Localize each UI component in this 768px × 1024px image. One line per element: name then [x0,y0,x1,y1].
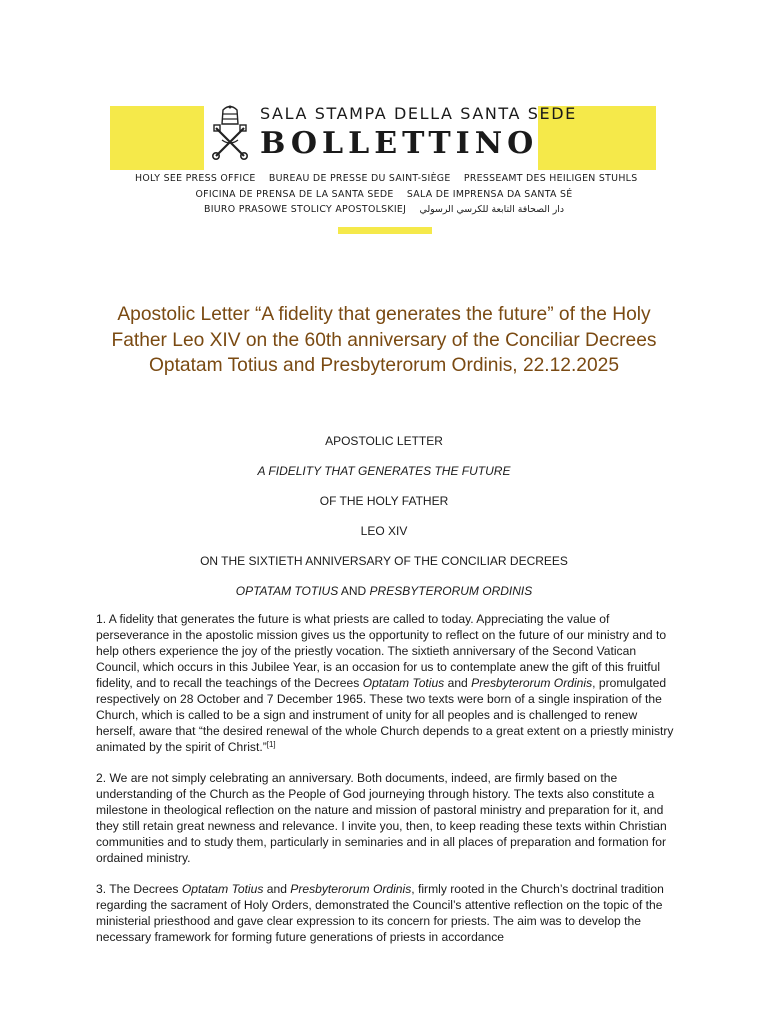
press-office-line-3 [130,202,638,218]
document-title: Apostolic Letter “A fidelity that generates the future” of the Holy Father Leo XIV on the 60th anniversary of the Conciliar Decrees Optatam Totius and Presbyterorum Ordinis, 22.12.2025 [111,304,657,376]
paragraph-text: and [444,676,472,690]
paragraph-text: 1. A fidelity that generates the future is what priests are called to today. Appreciating the value of perseverance in the apostolic mission gives us the opportunity to reflect on the future of our ministry and to help others experience the joy of the priestly vocation. The sixtieth anniversary of the Second Vatican Council, which occurs in this Jubilee Year, is an occasion for us to contemplate anew the gift of this fruitful fidelity, and to recall the teachings of the Decrees [96,612,667,690]
press-office-name: BUREAU DE PRESSE DU SAINT-SIÈGE [268,173,451,184]
press-office-names [130,171,638,218]
heading-letter-title [96,463,672,493]
heading-pope-name: LEO XIV [360,524,408,538]
heading-anniversary: ON THE SIXTIETH ANNIVERSARY OF THE CONCILIAR DECREES [200,554,568,568]
press-office-name: OFICINA DE PRENSA DE LA SANTA SEDE [195,188,394,200]
paragraph-3 [96,881,676,945]
decree-name: OPTATAM TOTIUS [235,584,339,598]
letter-headings [96,433,672,613]
decree-name: Presbyterorum Ordinis [290,882,412,896]
paragraph-2: 2. We are not simply celebrating an anniversary. Both documents, indeed, are firmly based on the understanding of the Church as the People of God journeying through history. The texts also constitute a milestone in theological reflection on the nature and mission of pastoral ministry and preparation for it, and they still retain great newness and relevance. I invite you, then, to keep reading these texts within Christian communities and to study them, particularly in seminaries and in all places of preparation and formation for ordained ministry. [96,771,667,865]
press-office-name: HOLY SEE PRESS OFFICE [135,173,256,184]
paragraph-1 [96,611,676,755]
press-office-name: دار الصحافة التابعة للكرسي الرسولي [419,204,565,215]
paragraph-text: and [263,882,291,896]
press-office-name: SALA DE IMPRENSA DA SANTA SÉ [406,188,573,200]
paragraph-text: 3. The Decrees [96,882,182,896]
letter-body [96,611,676,960]
decree-name: Presbyterorum Ordinis [471,676,593,690]
decree-name: PRESBYTERORUM ORDINIS [369,584,533,598]
press-office-line-1 [130,171,638,187]
paragraph-text: , firmly rooted in the Church’s doctrinal tradition regarding the sacrament of Holy Orders, demonstrated the Council’s attentive reflection on the topic of the ministerial priesthood and gave clear expression to its concern for priests. The aim was to develop the necessary framework for forming future generations of priests in accordance [96,882,664,944]
heading-apostolic-letter: APOSTOLIC LETTER [325,434,443,448]
sala-stampa-label: SALA STAMPA DELLA SANTA SEDE [260,104,577,123]
heading-letter-title-text: A FIDELITY THAT GENERATES THE FUTURE [257,464,511,478]
masthead-yellow-bar-left [110,106,204,170]
press-office-name: BIURO PRASOWE STOLICY APOSTOLSKIEJ [203,204,407,215]
heading-decrees [96,583,672,613]
press-office-line-2 [130,187,638,203]
masthead [110,56,658,261]
heading-of-holy-father: OF THE HOLY FATHER [319,494,449,508]
press-office-name: PRESSEAMT DES HEILIGEN STUHLS [463,173,638,184]
decree-name: Optatam Totius [362,676,445,690]
paragraph-text: , promulgated respectively on 28 October and 7 December 1965. These two texts were born of a single inspiration of the Church, which is called to be a sign and instrument of unity for all peoples and is challenged to renew herself, aware that “the desired renewal of the whole Church depends to a great extent on a priestly ministry animated by the spirit of Christ.” [96,676,674,754]
footnote-link[interactable]: [1] [266,740,276,749]
holy-see-emblem-icon [208,104,252,160]
bollettino-title: BOLLETTINO [260,126,539,161]
conjunction: AND [338,584,370,598]
masthead-yellow-underline [338,227,432,234]
decree-name: Optatam Totius [181,882,264,896]
